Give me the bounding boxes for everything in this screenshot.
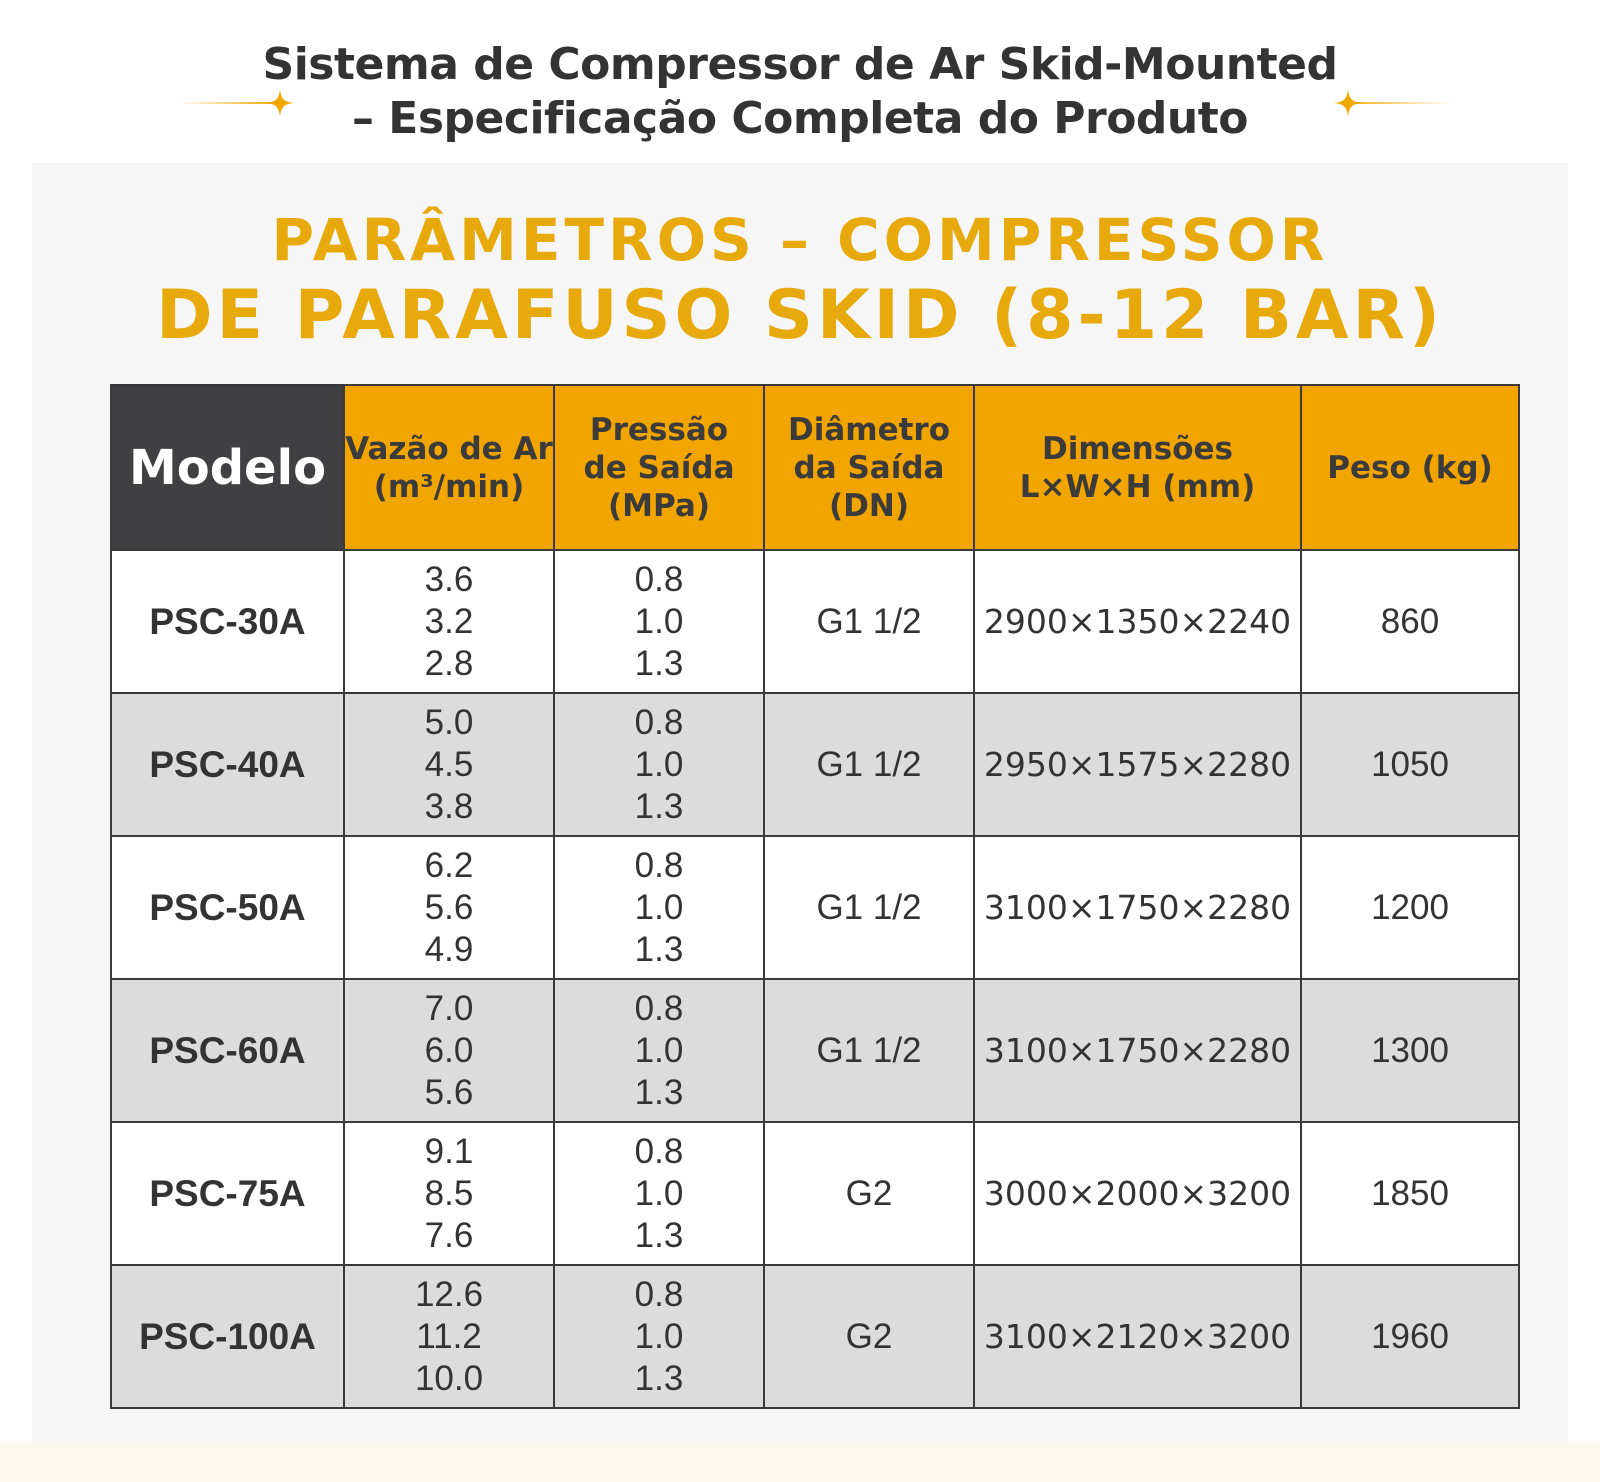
column-header-pressure-line-1: Pressão bbox=[589, 411, 729, 448]
column-header-pressure-line-3: (MPa) bbox=[608, 487, 710, 524]
pressure-value: 1.0 bbox=[634, 744, 684, 784]
pressure-cell bbox=[554, 550, 764, 693]
spec-table bbox=[110, 384, 1520, 1409]
weight-cell: 1200 bbox=[1301, 836, 1519, 979]
outlet-cell: G2 bbox=[764, 1265, 974, 1408]
pressure-value: 1.3 bbox=[634, 1072, 684, 1112]
flow-value: 11.2 bbox=[416, 1316, 482, 1356]
outlet-cell: G1 1/2 bbox=[764, 550, 974, 693]
weight-cell: 1850 bbox=[1301, 1122, 1519, 1265]
column-header-flow bbox=[344, 385, 554, 550]
weight-cell: 860 bbox=[1301, 550, 1519, 693]
page-title-line-2: – Especificação Completa do Produto bbox=[351, 93, 1248, 144]
weight-cell: 1050 bbox=[1301, 693, 1519, 836]
pressure-value: 1.3 bbox=[634, 643, 684, 683]
outlet-cell: G1 1/2 bbox=[764, 979, 974, 1122]
dimensions-cell: 2950×1575×2280 bbox=[974, 693, 1301, 836]
weight-cell: 1960 bbox=[1301, 1265, 1519, 1408]
pressure-value: 1.3 bbox=[634, 786, 684, 826]
column-header-dimensions bbox=[974, 385, 1301, 550]
flow-value: 5.6 bbox=[424, 1072, 474, 1112]
model-cell: PSC-60A bbox=[111, 979, 344, 1122]
column-header-flow-line-2: (m³/min) bbox=[373, 468, 525, 505]
outlet-cell: G2 bbox=[764, 1122, 974, 1265]
flow-value: 10.0 bbox=[414, 1358, 484, 1398]
model-cell: PSC-30A bbox=[111, 550, 344, 693]
flow-value: 5.0 bbox=[424, 702, 474, 742]
decorative-line-right bbox=[1340, 102, 1450, 104]
pressure-value: 0.8 bbox=[634, 845, 684, 885]
outlet-cell: G1 1/2 bbox=[764, 693, 974, 836]
section-title-line-1: PARÂMETROS – COMPRESSOR bbox=[271, 206, 1329, 274]
flow-value: 9.1 bbox=[424, 1131, 474, 1171]
flow-value: 5.6 bbox=[424, 887, 474, 927]
dimensions-cell: 3000×2000×3200 bbox=[974, 1122, 1301, 1265]
table-row bbox=[111, 979, 1519, 1122]
pressure-value: 1.3 bbox=[634, 1358, 684, 1398]
table-row bbox=[111, 836, 1519, 979]
pressure-cell bbox=[554, 979, 764, 1122]
column-header-outlet-line-1: Diâmetro bbox=[787, 411, 950, 448]
dimensions-cell: 2900×1350×2240 bbox=[974, 550, 1301, 693]
dimensions-cell: 3100×1750×2280 bbox=[974, 979, 1301, 1122]
flow-value: 2.8 bbox=[424, 643, 474, 683]
pressure-value: 1.0 bbox=[634, 887, 684, 927]
flow-value: 12.6 bbox=[414, 1274, 484, 1314]
pressure-value: 0.8 bbox=[634, 1131, 684, 1171]
table-row bbox=[111, 693, 1519, 836]
flow-value: 3.8 bbox=[424, 786, 474, 826]
flow-cell bbox=[344, 693, 554, 836]
flow-value: 6.0 bbox=[424, 1030, 474, 1070]
pressure-value: 1.0 bbox=[634, 1030, 684, 1070]
outlet-cell: G1 1/2 bbox=[764, 836, 974, 979]
pressure-value: 1.3 bbox=[634, 1215, 684, 1255]
pressure-value: 0.8 bbox=[634, 702, 684, 742]
dimensions-cell: 3100×2120×3200 bbox=[974, 1265, 1301, 1408]
column-header-flow-line-1: Vazão de Ar bbox=[345, 430, 553, 467]
flow-value: 4.9 bbox=[424, 929, 474, 969]
column-header-outlet-line-3: (DN) bbox=[828, 487, 909, 524]
model-cell: PSC-100A bbox=[111, 1265, 344, 1408]
pressure-value: 1.3 bbox=[634, 929, 684, 969]
column-header-pressure-line-2: de Saída bbox=[583, 449, 735, 486]
page-title-line-1: Sistema de Compressor de Ar Skid-Mounted bbox=[262, 39, 1338, 90]
pressure-cell bbox=[554, 1122, 764, 1265]
column-header-outlet-line-2: da Saída bbox=[793, 449, 945, 486]
table-row bbox=[111, 550, 1519, 693]
flow-cell bbox=[344, 836, 554, 979]
column-header-dimensions-line-2: L×W×H (mm) bbox=[1019, 468, 1256, 505]
flow-cell bbox=[344, 979, 554, 1122]
dimensions-cell: 3100×1750×2280 bbox=[974, 836, 1301, 979]
page-header bbox=[0, 0, 1600, 160]
flow-value: 6.2 bbox=[424, 845, 474, 885]
flow-value: 7.6 bbox=[424, 1215, 474, 1255]
flow-cell bbox=[344, 550, 554, 693]
column-header-weight: Peso (kg) bbox=[1301, 385, 1519, 550]
pressure-value: 1.0 bbox=[634, 1316, 684, 1356]
weight-cell: 1300 bbox=[1301, 979, 1519, 1122]
pressure-value: 1.0 bbox=[634, 1173, 684, 1213]
pressure-value: 1.0 bbox=[634, 601, 684, 641]
column-header-model: Modelo bbox=[111, 385, 344, 550]
flow-value: 4.5 bbox=[424, 744, 474, 784]
pressure-value: 0.8 bbox=[634, 1274, 684, 1314]
flow-value: 3.6 bbox=[424, 559, 474, 599]
column-header-outlet bbox=[764, 385, 974, 550]
model-cell: PSC-75A bbox=[111, 1122, 344, 1265]
model-cell: PSC-50A bbox=[111, 836, 344, 979]
model-cell: PSC-40A bbox=[111, 693, 344, 836]
flow-value: 7.0 bbox=[424, 988, 474, 1028]
pressure-cell bbox=[554, 836, 764, 979]
flow-cell bbox=[344, 1122, 554, 1265]
pressure-cell bbox=[554, 693, 764, 836]
pressure-cell bbox=[554, 1265, 764, 1408]
flow-cell bbox=[344, 1265, 554, 1408]
section-title-line-2: DE PARAFUSO SKID (8-12 BAR) bbox=[156, 276, 1444, 355]
table-row bbox=[111, 1265, 1519, 1408]
table-header-row bbox=[111, 385, 1519, 550]
table-row bbox=[111, 1122, 1519, 1265]
page-footer-background bbox=[0, 1442, 1600, 1482]
column-header-dimensions-line-1: Dimensões bbox=[1042, 430, 1233, 467]
pressure-value: 0.8 bbox=[634, 559, 684, 599]
flow-value: 3.2 bbox=[424, 601, 474, 641]
column-header-pressure bbox=[554, 385, 764, 550]
flow-value: 8.5 bbox=[424, 1173, 474, 1213]
section-title bbox=[0, 205, 1600, 357]
pressure-value: 0.8 bbox=[634, 988, 684, 1028]
